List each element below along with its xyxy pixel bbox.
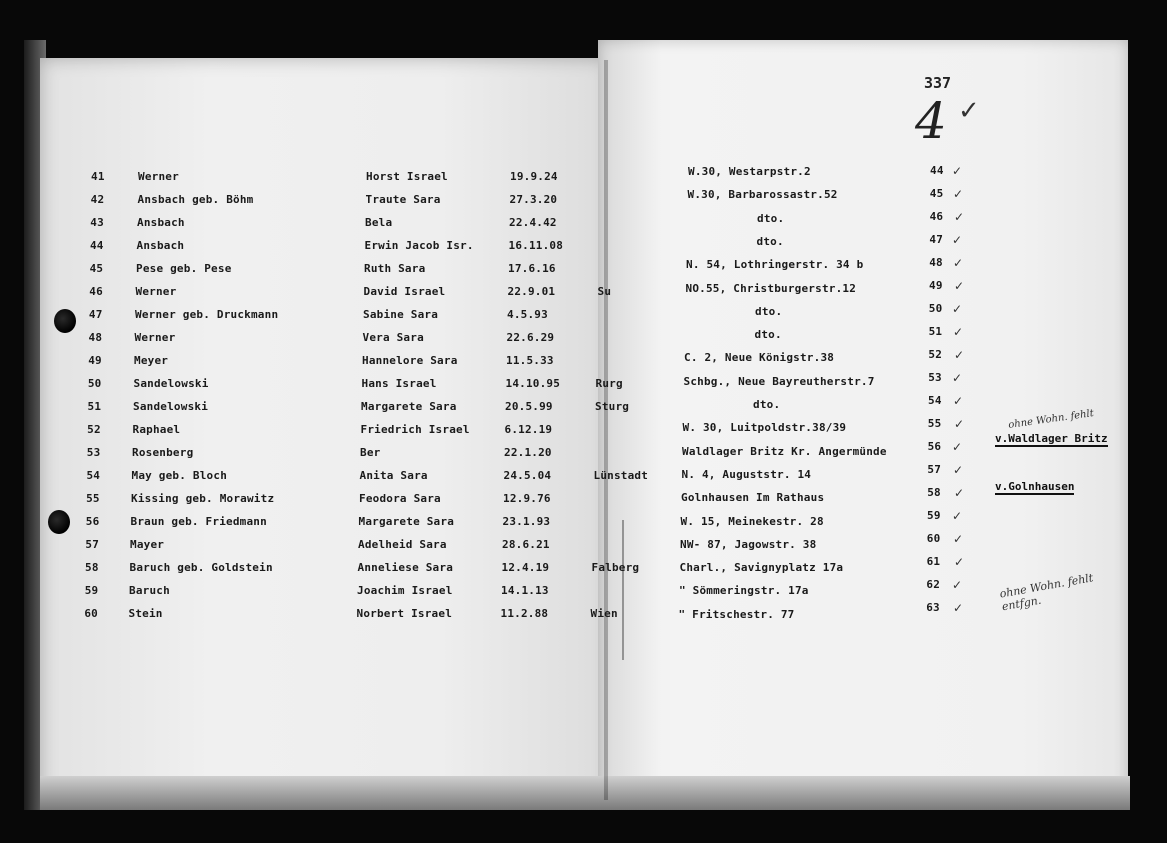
check-number: 46 — [929, 210, 944, 223]
check-number: 51 — [928, 325, 943, 338]
address: W. 30, Luitpoldstr.38/39 — [682, 421, 847, 435]
surname: Kissing geb. Morawitz — [131, 492, 275, 505]
page-number: 337 — [924, 74, 952, 92]
checkmark-icon: ✓ — [954, 279, 965, 293]
address: Charl., Savignyplatz 17a — [679, 561, 844, 575]
punch-hole — [54, 309, 76, 333]
stamp-waldlager: v.Waldlager Britz — [995, 432, 1108, 445]
row-number: 59 — [84, 584, 99, 597]
surname: Baruch geb. Goldstein — [129, 561, 273, 574]
check-number: 57 — [927, 463, 942, 476]
check-number: 44 — [930, 164, 944, 177]
surname: Ansbach geb. Böhm — [137, 193, 254, 206]
first-name: Anita Sara — [359, 469, 428, 482]
birth-date: 12.9.76 — [503, 492, 551, 505]
checkmark-icon: ✓ — [952, 440, 963, 454]
birth-date: 28.6.21 — [502, 538, 550, 551]
page-fold — [604, 60, 608, 800]
check-number: 45 — [929, 187, 944, 200]
birth-date: 20.5.99 — [505, 400, 553, 413]
surname: Braun geb. Friedmann — [130, 515, 267, 528]
birth-date: 6.12.19 — [504, 423, 553, 436]
row-number: 60 — [84, 607, 98, 620]
surname: Ansbach — [137, 216, 185, 229]
checkmark-icon: ✓ — [952, 302, 963, 316]
checkmark-icon: ✓ — [952, 371, 963, 385]
check-number: 56 — [927, 440, 942, 453]
checkmark-icon: ✓ — [953, 394, 964, 408]
checkmark-icon: ✓ — [954, 348, 965, 362]
surname: Mayer — [130, 538, 165, 551]
birth-date: 22.9.01 — [507, 285, 556, 298]
address: Schbg., Neue Bayreutherstr.7 — [683, 374, 875, 388]
address: W.30, Westarpstr.2 — [688, 165, 811, 178]
checkmark-icon: ✓ — [954, 417, 965, 431]
checkmark-icon: ✓ — [952, 578, 963, 592]
row-number: 57 — [85, 538, 100, 551]
birth-date: 27.3.20 — [509, 193, 558, 206]
checkmark-icon: ✓ — [958, 96, 980, 126]
surname: May geb. Bloch — [131, 469, 228, 482]
row-number: 41 — [91, 170, 105, 183]
check-number: 53 — [928, 371, 942, 384]
check-number: 58 — [927, 486, 941, 499]
birth-date: 17.6.16 — [508, 262, 556, 275]
row-number: 55 — [86, 492, 100, 505]
surname: Baruch — [129, 584, 170, 597]
address: " Sömmeringstr. 17a — [679, 584, 809, 598]
checkmark-icon: ✓ — [952, 233, 963, 247]
row-number: 47 — [88, 308, 103, 321]
checkmark-icon: ✓ — [953, 532, 964, 546]
checkmark-icon: ✓ — [953, 463, 964, 477]
birth-date: 24.5.04 — [503, 469, 552, 482]
first-name: Adelheid Sara — [358, 538, 447, 551]
first-name: Ruth Sara — [364, 262, 426, 275]
birth-place: Su — [597, 285, 612, 298]
check-number: 49 — [929, 279, 943, 292]
address: dto. — [753, 398, 781, 411]
address: NW- 87, Jagowstr. 38 — [680, 537, 817, 551]
address: W.30, Barbarossastr.52 — [687, 188, 838, 202]
stamp-golnhausen: v.Golnhausen — [995, 480, 1075, 493]
surname: Sandelowski — [133, 400, 209, 413]
row-number: 54 — [86, 469, 101, 482]
check-number: 48 — [929, 256, 943, 269]
first-name: Margarete Sara — [358, 515, 455, 528]
first-name: Erwin Jacob Isr. — [364, 239, 474, 252]
address: " Fritschestr. 77 — [678, 607, 795, 621]
check-number: 52 — [928, 348, 943, 361]
birth-place: Wien — [590, 607, 618, 620]
bottom-page-edge — [40, 776, 1130, 810]
checkmark-icon: ✓ — [954, 486, 965, 500]
row-number: 42 — [90, 193, 105, 206]
row-number: 50 — [87, 377, 102, 390]
surname: Meyer — [134, 354, 169, 367]
surname: Pese geb. Pese — [136, 262, 232, 275]
address: NO.55, Christburgerstr.12 — [685, 281, 857, 295]
address: N. 54, Lothringerstr. 34 b — [686, 258, 864, 272]
check-number: 60 — [926, 532, 941, 545]
birth-date: 23.1.93 — [502, 515, 551, 528]
row-number: 44 — [89, 239, 104, 252]
first-name: Hannelore Sara — [362, 354, 458, 367]
address: Waldlager Britz Kr. Angermünde — [682, 444, 887, 458]
checkmark-icon: ✓ — [953, 601, 964, 615]
first-name: Feodora Sara — [359, 492, 441, 505]
address: dto. — [756, 234, 784, 248]
punch-hole — [48, 510, 70, 534]
birth-date: 4.5.93 — [507, 308, 548, 321]
first-name: Vera Sara — [362, 331, 424, 344]
birth-date: 14.10.95 — [505, 377, 561, 390]
first-name: Anneliese Sara — [357, 561, 454, 574]
surname: Werner — [134, 331, 176, 344]
handwritten-note: ohne Wohn. fehlt — [1007, 408, 1095, 431]
checkmark-icon: ✓ — [953, 256, 964, 270]
surname: Stein — [128, 607, 163, 620]
check-number: 62 — [926, 578, 941, 591]
row-number: 46 — [89, 285, 103, 298]
first-name: Sabine Sara — [363, 308, 439, 321]
birth-date: 12.4.19 — [501, 561, 550, 574]
checkmark-icon: ✓ — [954, 555, 965, 569]
row-number: 58 — [85, 561, 99, 574]
birth-date: 19.9.24 — [510, 170, 558, 183]
surname: Ansbach — [136, 239, 185, 252]
address: C. 2, Neue Königstr.38 — [684, 351, 835, 365]
first-name: Traute Sara — [365, 193, 441, 206]
surname: Sandelowski — [133, 377, 209, 390]
address: dto. — [755, 304, 783, 318]
first-name: Bela — [365, 216, 393, 229]
birth-date: 11.2.88 — [500, 607, 549, 620]
row-number: 51 — [87, 400, 102, 413]
birth-date: 22.4.42 — [509, 216, 557, 229]
surname: Werner — [135, 285, 177, 298]
birth-place: Falberg — [591, 561, 640, 574]
address: W. 15, Meinekestr. 28 — [680, 514, 824, 528]
birth-date: 11.5.33 — [506, 354, 554, 367]
check-number: 59 — [927, 509, 941, 522]
first-name: Friedrich Israel — [360, 423, 470, 436]
check-number: 50 — [928, 302, 943, 315]
checkmark-icon: ✓ — [952, 509, 963, 523]
checkmark-icon: ✓ — [953, 325, 964, 339]
first-name: Ber — [360, 446, 381, 459]
handwritten-note: ohne Wohn. fehlt entfgn. — [998, 571, 1095, 614]
first-name: David Israel — [363, 285, 446, 298]
address: N. 4, Auguststr. 14 — [681, 467, 812, 481]
first-name: Horst Israel — [366, 170, 448, 183]
check-number: 55 — [927, 417, 942, 430]
first-name: Margarete Sara — [361, 400, 457, 413]
row-number: 52 — [87, 423, 101, 436]
address: Golnhausen Im Rathaus — [681, 491, 825, 505]
birth-date: 22.6.29 — [506, 331, 555, 344]
first-name: Hans Israel — [361, 377, 437, 390]
birth-place: Sturg — [595, 400, 630, 413]
row-number: 49 — [88, 354, 102, 367]
address: dto. — [757, 211, 785, 225]
check-number: 47 — [929, 233, 944, 246]
surname: Raphael — [132, 423, 181, 436]
birth-date: 22.1.20 — [504, 446, 552, 459]
row-number: 56 — [85, 515, 100, 528]
address: dto. — [754, 328, 782, 342]
birth-date: 16.11.08 — [508, 239, 564, 252]
first-name: Norbert Israel — [356, 607, 453, 620]
row-number: 48 — [88, 331, 103, 344]
birth-date: 14.1.13 — [501, 584, 549, 597]
check-number: 63 — [926, 601, 940, 614]
check-number: 61 — [926, 555, 941, 568]
checkmark-icon: ✓ — [954, 210, 965, 224]
handwritten-page-mark: 4 — [915, 92, 947, 150]
page-crease — [622, 520, 624, 660]
check-number: 54 — [928, 394, 942, 407]
row-number: 43 — [90, 216, 104, 229]
row-number: 45 — [89, 262, 104, 275]
checkmark-icon: ✓ — [952, 164, 963, 178]
first-name: Joachim Israel — [357, 584, 453, 597]
surname: Werner — [138, 170, 179, 183]
birth-place: Rurg — [595, 377, 623, 390]
surname: Rosenberg — [132, 446, 194, 459]
surname: Werner geb. Druckmann — [135, 308, 279, 321]
checkmark-icon: ✓ — [953, 187, 964, 201]
birth-place: Lünstadt — [593, 469, 649, 482]
row-number: 53 — [86, 446, 101, 459]
